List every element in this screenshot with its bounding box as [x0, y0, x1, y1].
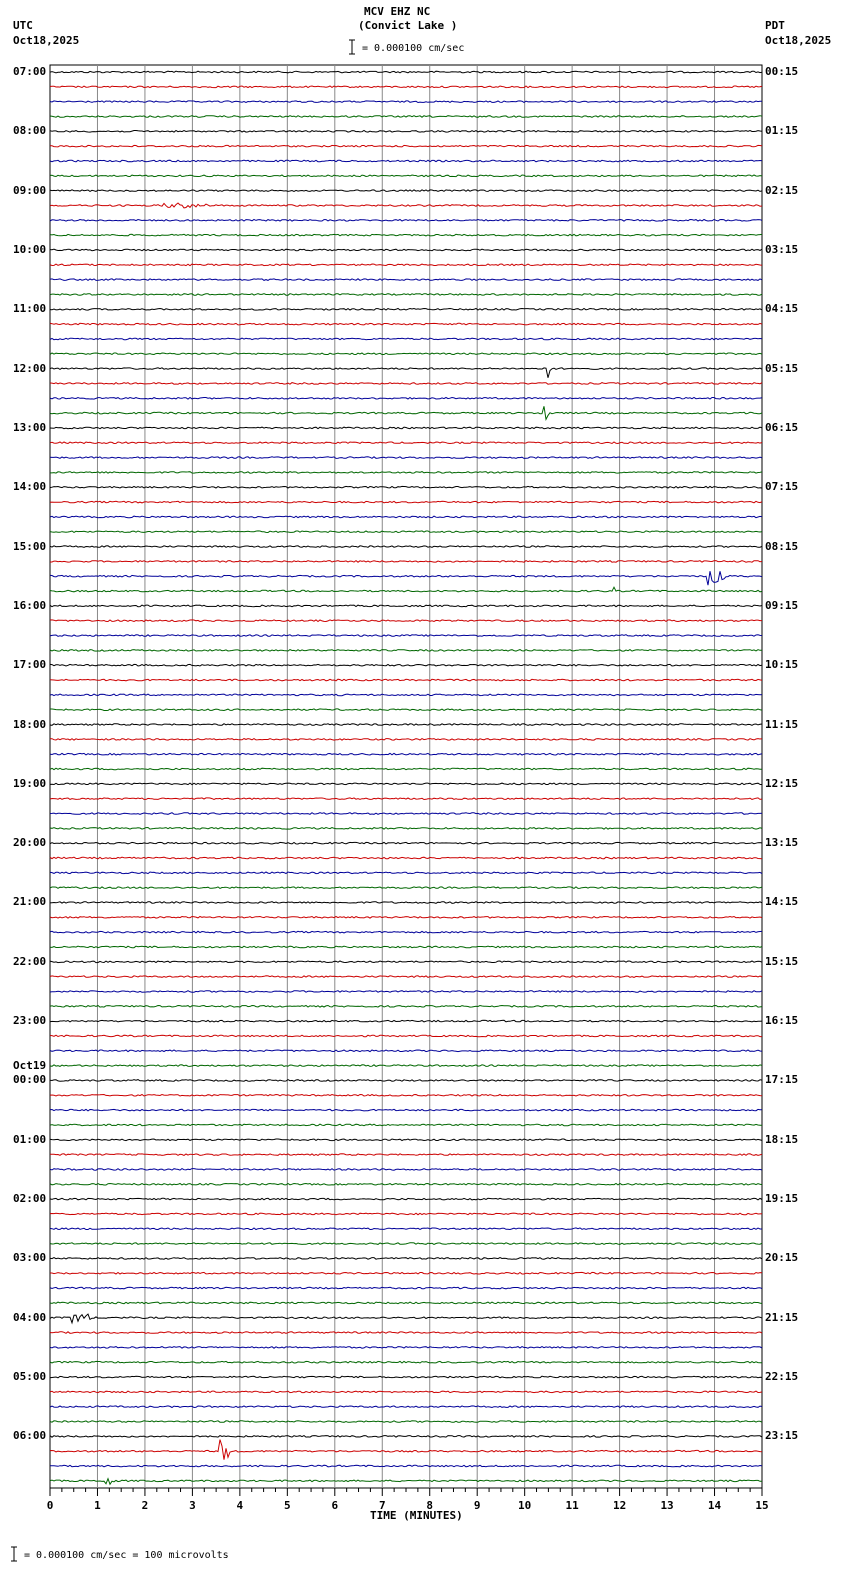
trace-76	[50, 1198, 762, 1200]
trace-60	[50, 961, 762, 963]
trace-45	[50, 739, 762, 741]
trace-20	[50, 368, 762, 378]
header-scale-bar-icon	[348, 39, 356, 55]
plot-grid	[50, 65, 762, 1488]
trace-23	[50, 406, 762, 419]
utc-time-label: 07:00	[13, 65, 47, 78]
x-tick-label: 1	[94, 1499, 101, 1512]
trace-24	[50, 427, 762, 429]
trace-79	[50, 1243, 762, 1245]
x-tick-label: 9	[473, 1499, 481, 1512]
trace-80	[50, 1258, 762, 1260]
pdt-time-label: 12:15	[765, 776, 799, 790]
trace-7	[50, 175, 762, 177]
trace-25	[50, 442, 762, 444]
utc-time-label: 19:00	[13, 776, 47, 790]
utc-time-label: 03:00	[13, 1251, 47, 1265]
trace-69	[50, 1095, 762, 1097]
trace-40	[50, 664, 762, 666]
utc-time-label: 02:00	[13, 1192, 47, 1206]
pdt-time-label: 11:15	[765, 717, 799, 731]
trace-2	[50, 101, 762, 103]
trace-13	[50, 264, 762, 266]
pdt-time-label: 17:15	[765, 1073, 799, 1087]
trace-64	[50, 1020, 762, 1022]
trace-48	[50, 783, 762, 785]
trace-12	[50, 249, 762, 251]
utc-date-change-label: Oct19	[13, 1059, 47, 1073]
right-timezone: PDT	[765, 19, 785, 32]
trace-50	[50, 813, 762, 815]
utc-time-label: 12:00	[13, 361, 47, 375]
pdt-time-label: 05:15	[765, 361, 799, 375]
pdt-time-label: 01:15	[765, 124, 799, 138]
trace-93	[50, 1440, 762, 1460]
pdt-time-label: 21:15	[765, 1310, 799, 1324]
trace-87	[50, 1361, 762, 1363]
seismic-traces	[50, 71, 762, 1484]
trace-47	[50, 768, 762, 770]
trace-14	[50, 279, 762, 281]
trace-72	[50, 1139, 762, 1141]
utc-time-label: 15:00	[13, 539, 47, 553]
trace-46	[50, 753, 762, 755]
left-timezone: UTC	[13, 19, 33, 32]
trace-94	[50, 1465, 762, 1467]
utc-time-label: 00:00	[13, 1073, 47, 1087]
trace-8	[50, 190, 762, 192]
trace-15	[50, 294, 762, 296]
trace-32	[50, 546, 762, 548]
trace-0	[50, 71, 762, 73]
trace-55	[50, 887, 762, 889]
trace-59	[50, 946, 762, 948]
footer-scale-bar-icon	[10, 1546, 18, 1562]
trace-37	[50, 620, 762, 622]
x-tick-label: 3	[189, 1499, 196, 1512]
trace-71	[50, 1124, 762, 1126]
trace-36	[50, 605, 762, 607]
x-tick-label: 14	[707, 1499, 722, 1512]
trace-16	[50, 309, 762, 311]
utc-time-label: 06:00	[13, 1429, 47, 1443]
trace-52	[50, 842, 762, 844]
trace-3	[50, 116, 762, 118]
trace-67	[50, 1065, 762, 1067]
utc-time-label: 01:00	[13, 1132, 47, 1146]
trace-38	[50, 635, 762, 637]
trace-66	[50, 1050, 762, 1052]
trace-6	[50, 160, 762, 162]
utc-time-label: 04:00	[13, 1310, 47, 1324]
trace-82	[50, 1287, 762, 1289]
trace-43	[50, 709, 762, 711]
trace-30	[50, 516, 762, 518]
pdt-time-label: 02:15	[765, 183, 799, 197]
pdt-time-label: 15:15	[765, 954, 799, 968]
trace-68	[50, 1080, 762, 1082]
trace-4	[50, 131, 762, 133]
x-tick-label: 10	[518, 1499, 532, 1512]
trace-81	[50, 1272, 762, 1274]
pdt-time-label: 13:15	[765, 836, 799, 850]
pdt-time-label: 14:15	[765, 895, 799, 909]
trace-54	[50, 872, 762, 874]
trace-51	[50, 828, 762, 830]
trace-84	[50, 1314, 762, 1323]
trace-86	[50, 1347, 762, 1349]
utc-time-label: 09:00	[13, 183, 47, 197]
utc-time-label: 11:00	[13, 302, 47, 316]
trace-95	[50, 1479, 762, 1485]
x-tick-label: 12	[612, 1499, 627, 1512]
trace-75	[50, 1184, 762, 1186]
trace-34	[50, 571, 762, 585]
trace-29	[50, 501, 762, 503]
trace-19	[50, 353, 762, 355]
station-title: MCV EHZ NC	[364, 5, 431, 18]
x-tick-label: 11	[565, 1499, 579, 1512]
pdt-time-label: 07:15	[765, 480, 799, 494]
trace-91	[50, 1421, 762, 1423]
x-tick-label: 8	[426, 1499, 434, 1512]
trace-78	[50, 1228, 762, 1230]
trace-83	[50, 1302, 762, 1304]
utc-time-label: 08:00	[13, 124, 47, 138]
trace-85	[50, 1332, 762, 1334]
utc-time-label: 22:00	[13, 954, 47, 968]
trace-21	[50, 383, 762, 385]
trace-53	[50, 857, 762, 859]
left-date: Oct18,2025	[13, 34, 80, 47]
x-tick-label: 4	[236, 1499, 244, 1512]
trace-28	[50, 486, 762, 488]
trace-33	[50, 561, 762, 563]
trace-42	[50, 694, 762, 696]
trace-22	[50, 398, 762, 400]
pdt-time-label: 22:15	[765, 1370, 799, 1384]
trace-49	[50, 798, 762, 800]
trace-56	[50, 902, 762, 904]
trace-17	[50, 323, 762, 325]
utc-time-label: 21:00	[13, 895, 47, 909]
x-tick-label: 0	[46, 1499, 54, 1512]
pdt-time-label: 04:15	[765, 302, 799, 316]
utc-time-label: 18:00	[13, 717, 47, 731]
plot-frame	[50, 65, 762, 1488]
pdt-time-label: 00:15	[765, 65, 799, 78]
utc-time-label: 16:00	[13, 598, 47, 612]
footer-scale-text: = 0.000100 cm/sec = 100 microvolts	[24, 1550, 229, 1561]
trace-65	[50, 1035, 762, 1037]
trace-73	[50, 1154, 762, 1156]
utc-time-label: 23:00	[13, 1014, 47, 1028]
pdt-time-label: 20:15	[765, 1251, 799, 1265]
utc-time-label: 10:00	[13, 242, 47, 256]
trace-18	[50, 338, 762, 340]
x-tick-label: 6	[331, 1499, 339, 1512]
trace-77	[50, 1213, 762, 1215]
trace-92	[50, 1436, 762, 1438]
utc-time-label: 13:00	[13, 420, 47, 434]
trace-5	[50, 145, 762, 147]
pdt-time-label: 06:15	[765, 420, 799, 434]
trace-11	[50, 234, 762, 236]
trace-1	[50, 86, 762, 88]
x-tick-label: 7	[378, 1499, 386, 1512]
utc-time-label: 05:00	[13, 1370, 47, 1384]
pdt-time-label: 03:15	[765, 242, 799, 256]
pdt-time-label: 08:15	[765, 539, 799, 553]
x-axis-label: TIME (MINUTES)	[370, 1509, 463, 1522]
trace-61	[50, 976, 762, 978]
trace-10	[50, 220, 762, 222]
trace-62	[50, 991, 762, 993]
pdt-time-label: 16:15	[765, 1014, 799, 1028]
pdt-time-label: 19:15	[765, 1192, 799, 1206]
x-tick-label: 5	[284, 1499, 291, 1512]
trace-88	[50, 1376, 762, 1378]
trace-70	[50, 1109, 762, 1111]
trace-9	[50, 203, 762, 208]
trace-90	[50, 1406, 762, 1408]
utc-time-label: 14:00	[13, 480, 47, 494]
x-tick-label: 15	[755, 1499, 769, 1512]
trace-35	[50, 587, 762, 592]
trace-26	[50, 457, 762, 459]
trace-89	[50, 1391, 762, 1393]
pdt-time-label: 10:15	[765, 658, 799, 672]
trace-31	[50, 531, 762, 533]
trace-41	[50, 679, 762, 681]
x-tick-label: 2	[141, 1499, 149, 1512]
trace-27	[50, 472, 762, 474]
x-tick-label: 13	[660, 1499, 674, 1512]
utc-time-label: 20:00	[13, 836, 47, 850]
header-scale-text: = 0.000100 cm/sec	[362, 43, 465, 54]
pdt-time-label: 18:15	[765, 1132, 799, 1146]
right-date: Oct18,2025	[765, 34, 832, 47]
trace-63	[50, 1006, 762, 1008]
site-name: (Convict Lake )	[358, 19, 458, 32]
pdt-time-label: 23:15	[765, 1429, 799, 1443]
trace-58	[50, 931, 762, 933]
trace-44	[50, 724, 762, 726]
trace-74	[50, 1169, 762, 1171]
trace-39	[50, 650, 762, 652]
utc-time-label: 17:00	[13, 658, 47, 672]
pdt-time-label: 09:15	[765, 598, 799, 612]
trace-57	[50, 917, 762, 919]
